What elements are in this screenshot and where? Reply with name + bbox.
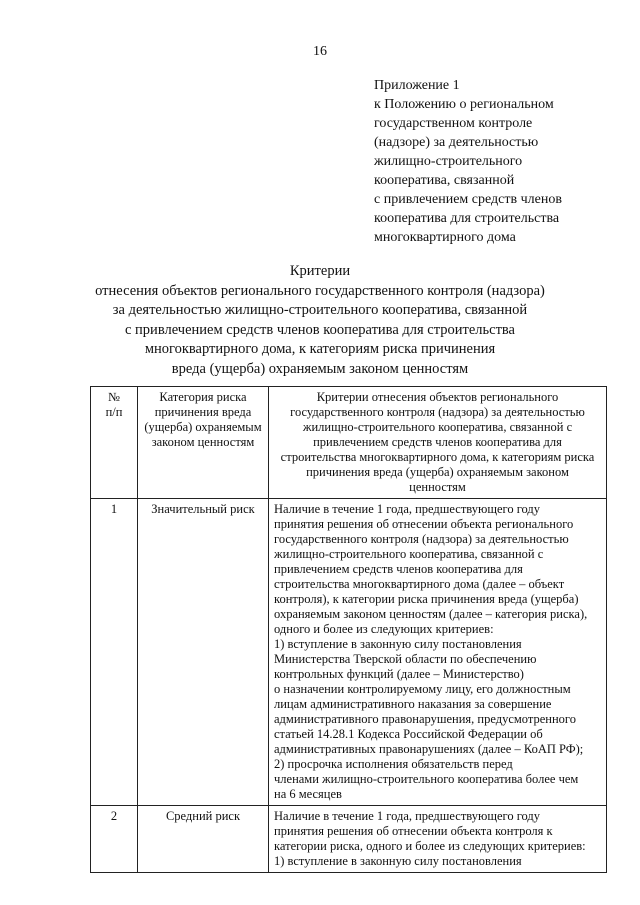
header-line: привлечением средств членов кооператива для bbox=[313, 435, 562, 449]
criteria-line: одного и более из следующих критериев: bbox=[274, 622, 494, 636]
header-line: № bbox=[108, 390, 120, 404]
title-line: отнесения объектов регионального государственного контроля (надзора) bbox=[95, 282, 545, 299]
header-line: Категория риска bbox=[159, 390, 247, 404]
header-line: причинения вреда (ущерба) охраняемым законом bbox=[306, 465, 569, 479]
risk-criteria-table bbox=[90, 386, 607, 873]
criteria-line: на 6 месяцев bbox=[274, 787, 342, 801]
criteria-line: 1) вступление в законную силу постановления bbox=[274, 637, 522, 651]
appendix-line: кооператива для строительства bbox=[374, 211, 560, 226]
appendix-line: с привлечением средств членов bbox=[374, 192, 562, 207]
document-title bbox=[40, 262, 600, 379]
table-header-row bbox=[91, 387, 607, 499]
criteria-line: принятия решения об отнесении объекта регионального bbox=[274, 517, 574, 531]
header-risk-category bbox=[138, 387, 269, 499]
appendix-line: кооператива, связанной bbox=[374, 173, 515, 188]
title-line: с привлечением средств членов кооператива для строительства bbox=[124, 321, 515, 338]
row-number: 1 bbox=[91, 499, 138, 806]
criteria-line: контроля), к категории риска причинения вреда (ущерба) bbox=[274, 592, 579, 606]
title-line: вреда (ущерба) охраняемым законом ценностям bbox=[171, 360, 469, 377]
appendix-line: жилищно-строительного bbox=[374, 154, 523, 169]
appendix-line: Приложение 1 bbox=[374, 78, 460, 93]
appendix-reference bbox=[374, 76, 624, 247]
appendix-line: (надзоре) за деятельностью bbox=[374, 135, 539, 150]
criteria-line: охраняемым законом ценностям (далее – категория риска), bbox=[274, 607, 588, 621]
title-heading: Критерии bbox=[289, 263, 351, 279]
row-risk-category: Значительный риск bbox=[138, 499, 269, 806]
criteria-line: о назначении контролируемому лицу, его должностным bbox=[274, 682, 571, 696]
header-line: законом ценностям bbox=[151, 435, 255, 449]
table-row bbox=[91, 499, 607, 806]
header-line: причинения вреда bbox=[154, 405, 252, 419]
appendix-line: многоквартирного дома bbox=[374, 230, 516, 245]
header-line: п/п bbox=[105, 405, 123, 419]
row-criteria bbox=[269, 806, 607, 873]
criteria-line: лицам административного наказания за совершение bbox=[274, 697, 552, 711]
criteria-line: 1) вступление в законную силу постановления bbox=[274, 854, 522, 868]
title-line: многоквартирного дома, к категориям риска причинения bbox=[144, 341, 496, 357]
criteria-line: 2) просрочка исполнения обязательств перед bbox=[274, 757, 513, 771]
criteria-line: жилищно-строительного кооператива, связанной с bbox=[274, 547, 544, 561]
criteria-line: статьей 14.28.1 Кодекса Российской Федерации об bbox=[274, 727, 543, 741]
table-row bbox=[91, 806, 607, 873]
criteria-line: категории риска, одного и более из следующих критериев: bbox=[274, 839, 586, 853]
header-criteria bbox=[269, 387, 607, 499]
criteria-line: административного правонарушения, предусмотренного bbox=[274, 712, 576, 726]
header-line: ценностям bbox=[409, 480, 466, 494]
criteria-line: привлечением средств членов кооператива для bbox=[274, 562, 523, 576]
criteria-line: контрольных функций (далее – Министерство) bbox=[274, 667, 524, 681]
header-line: строительства многоквартирного дома, к категориям риска bbox=[280, 450, 595, 464]
appendix-line: к Положению о региональном bbox=[374, 97, 554, 112]
row-number: 2 bbox=[91, 806, 138, 873]
appendix-line: государственном контроле bbox=[374, 116, 533, 131]
header-line: жилищно-строительного кооператива, связанной с bbox=[302, 420, 573, 434]
header-line: государственного контроля (надзора) за деятельностью bbox=[290, 405, 585, 419]
criteria-line: принятия решения об отнесении объекта контроля к bbox=[274, 824, 553, 838]
title-line: за деятельностью жилищно-строительного кооператива, связанной bbox=[112, 302, 528, 318]
row-risk-category: Средний риск bbox=[138, 806, 269, 873]
criteria-line: членами жилищно-строительного кооператива более чем bbox=[274, 772, 579, 786]
page-number: 16 bbox=[313, 44, 327, 59]
criteria-line: Министерства Тверской области по обеспечению bbox=[274, 652, 537, 666]
header-line: (ущерба) охраняемым bbox=[144, 420, 262, 434]
header-line: Критерии отнесения объектов регионального bbox=[316, 390, 559, 404]
header-number bbox=[91, 387, 138, 499]
criteria-line: Наличие в течение 1 года, предшествующего году bbox=[274, 809, 541, 823]
criteria-line: административных правонарушениях (далее – КоАП РФ); bbox=[274, 742, 584, 756]
row-criteria bbox=[269, 499, 607, 806]
criteria-line: строительства многоквартирного дома (далее – объект bbox=[274, 577, 565, 591]
criteria-line: государственного контроля (надзора) за деятельностью bbox=[274, 532, 569, 546]
criteria-line: Наличие в течение 1 года, предшествующего году bbox=[274, 502, 541, 516]
